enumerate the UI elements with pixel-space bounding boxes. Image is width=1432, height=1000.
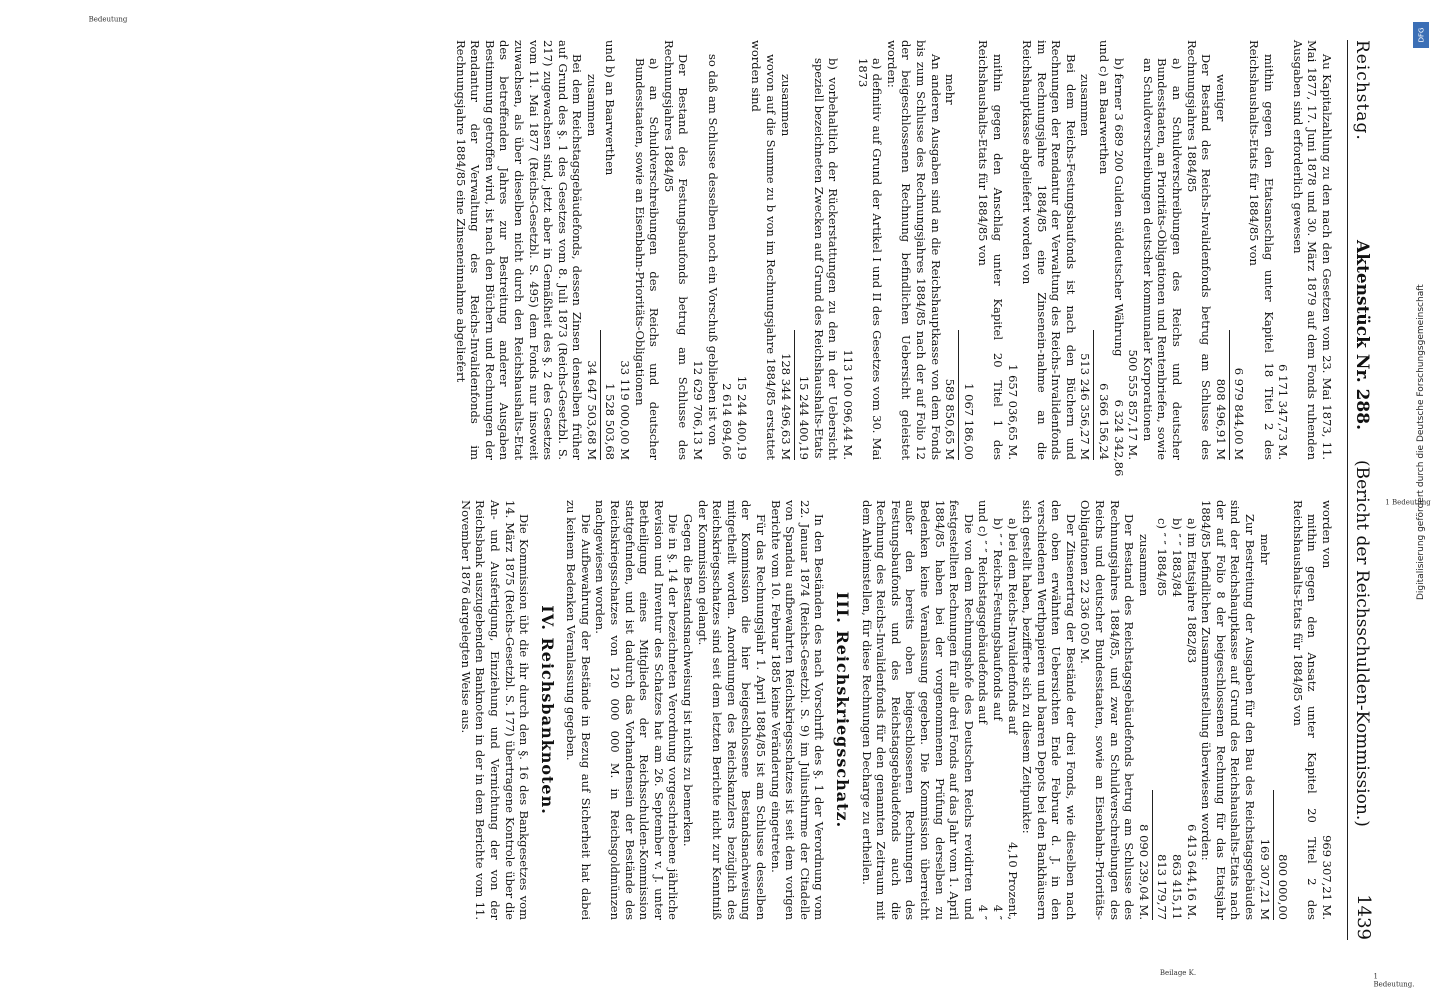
item-label: a) im Etatsjahre 1882/83 — [1184, 518, 1199, 664]
paragraph: Die in §. 14 der bezeichneten Verordnung vorgeschriebene jährliche Revision und Inventur des Schatzes hat am 26. September v. J. unter Betheiligung eines Mitgliedes der Reichsschulden-Kommission stattgefunden, und ist dadurch das Vorhandensein der Bestände des Reichskriegsschatzes von 120 000 000 M. in Reichsgoldmünzen nachgewiesen worden. — [593, 500, 681, 920]
paragraph: mithin gegen den Ansatz unter Kapitel 20 Titel 2 des Reichshaushalts-Etats für 1884/85 von — [1290, 500, 1320, 920]
paragraph: mithin gegen den Etatsanschlag unter Kapitel 18 Titel 2 des Reichshaushalts-Etats für 1884/85 von — [1247, 40, 1276, 460]
sum-rule — [600, 330, 601, 460]
amount: 128 344 496,63 M — [778, 353, 793, 460]
label: mehr — [1257, 534, 1272, 565]
item-label: b) ferner 3 689 200 Gulden süddeutscher Währung — [1111, 58, 1126, 357]
paragraph: Der Bestand des Reichstagsgebäudefonds betrug am Schlusse des Rechnungsjahres 1884/85, und zwar an Schuldverschreibungen des Reichs und deutscher Bundesstaaten, sowie an Eisenbahn-Prioritäts-Obligationen 22 336 050 M. — [1078, 500, 1137, 920]
amount-row — [1184, 500, 1199, 920]
paragraph: Die von dem Rechnungshofe des Deutschen Reichs revidirten und festgestellten Rechnungen für alle drei Fonds auf das Jahr vom 1. April 1884/85 haben bei der vorgenommenen Prüfung derselben zu Bedenken keine Veranlassung gegeben. Die Kommission überreicht außer den bereits oben beigeschlossenen Rechnungen des Festungsbaufonds und des Reichstagsgebäudefonds auch die Rechnung des Reichs-Invalidenfonds für den genannten Zeitraum mit dem Anheimstellen, für diese Rechnungen Decharge zu ertheilen. — [859, 500, 976, 920]
amount: 863 415,11 — [1170, 854, 1185, 920]
amount: 969 307,21 M. — [1320, 835, 1334, 920]
paragraph: so daß am Schlusse desselben noch ein Vorschuß geblieben ist von — [705, 54, 720, 446]
label: worden von — [1320, 500, 1334, 569]
paragraph: mithin gegen den Anschlag unter Kapitel 20 Titel 1 des Reichshaushalts-Etats für 1884/85 von — [976, 40, 1005, 460]
rate: 4 ″ — [976, 904, 991, 920]
paragraph: Gegen die Bestandsnachweisung ist nichts zu bemerken. — [681, 514, 696, 847]
paragraph: Der Zinsenertrag der Bestände der drei Fonds, wie dieselben nach den oben erwähnten Uebersichten Ende Februar d. J. in den verschiedenen Werthpapieren und baaren Depots bei den Bankhäusern sich gestellt haben, bezifferte sich zu diesem Zeitpunkte: — [1020, 500, 1078, 920]
page-number: 1439 — [1353, 894, 1374, 940]
margin-note-4: Bedeutung — [88, 15, 128, 24]
margin-note-1: 1 Bedeutung. — [1373, 972, 1415, 989]
label: zusammen — [1136, 534, 1151, 597]
amount: 33 119 000,00 M — [618, 360, 633, 460]
amount-row — [1111, 40, 1126, 477]
amount: 813 179,77 — [1155, 854, 1170, 920]
rate-row — [990, 500, 1005, 920]
paragraph: Der Bestand des Festungsbaufonds betrug am Schlusse des Rechnungsjahres 1884/85 — [661, 40, 691, 460]
amount-row — [1276, 40, 1291, 460]
item-label: b) ″ ″ 1883/84 — [1170, 518, 1185, 598]
item-label: a) an Schuldverschreibungen des Reichs und deutscher Bundesstaaten, sowie an Eisenbahn-Prioritäts-Obligationen — [632, 58, 662, 460]
item-label: c) ″ ″ 1884/85 — [1155, 518, 1170, 597]
paragraph: In den Beständen des nach Vorschrift des §. 1 der Verordnung vom 22. Januar 1874 (Reichs-Gesetzbl. S. 9) im Juliusthurme der Citadelle von Spandau aufbewahrten Reichskriegsschatzes ist seit dem vorigen Berichte vom 10. Februar 1885 keine Veränderung eingetreten. — [768, 500, 827, 920]
rate-row — [1005, 500, 1020, 920]
sum-rule — [794, 330, 795, 460]
rate: 4,10 Prozent, — [1005, 842, 1020, 920]
header-left: Reichstag. — [1352, 40, 1372, 141]
amount: 6 171 347,73 M. — [1276, 364, 1291, 460]
amount-row — [797, 40, 812, 460]
amount: 589 850,65 M — [943, 378, 958, 460]
amount: 808 496,91 M — [1213, 378, 1228, 460]
amount: 12 629 706,13 M — [691, 360, 706, 460]
sum-rule — [1094, 330, 1095, 460]
amount: 15 244 400,19 — [797, 375, 812, 460]
amount: 6 366 156,24 — [1097, 383, 1112, 460]
amount: 1 528 503,68 — [603, 383, 618, 460]
amount: 6 979 844,00 M — [1232, 367, 1247, 460]
item-label: und b) an Baarwerthen — [603, 40, 618, 176]
column-left — [453, 40, 1334, 477]
sum-rule — [958, 330, 959, 460]
item-label: b) ″ ″ Reichs-Festungsbaufonds auf — [990, 518, 1005, 721]
amount: 6 324 342,86 — [1111, 399, 1126, 477]
paragraph: Der Bestand des Reichs-Invalidenfonds betrug am Schlusse des Rechnungsjahres 1884/85 — [1184, 40, 1214, 460]
paragraph: Bei dem Reichs-Festungsbaufonds ist nach den Büchern und Rechnungen der Rendantur der Verwaltung des Reichs-Invalidenfonds im Rechnungsjahre 1884/85 eine Zinsenein-nahme an die Reichshauptkasse abgeliefert worden von — [1020, 40, 1078, 460]
section-heading: III. Reichskriegsschatz. — [833, 591, 852, 829]
sum-rule — [1273, 790, 1274, 920]
amount-row — [1276, 500, 1291, 920]
amount-row — [584, 40, 599, 460]
amount: 800 000,00 — [1276, 854, 1291, 920]
paragraph: An anderen Ausgaben sind an die Reichshauptkasse von dem Fonds bis zum Schlusse des Rechnungsjahres 1884/85 nach der auf Folio 12 der beigeschlossenen Rechnung befindlichen Uebersicht geleistet worden: — [884, 40, 943, 460]
amount-row — [1005, 40, 1020, 460]
paragraph: Au Kapitalzahlung zu den nach den Gesetzen vom 23. Mai 1873, 11. Mai 1877, 17. Juni 1878 und 30. März 1879 auf dem Fonds ruhenden Ausgaben sind erforderlich gewesen — [1290, 40, 1334, 460]
amount: 2 614 694,06 — [720, 383, 735, 460]
margin-note-2: 1 Bedeutung — [1385, 498, 1431, 507]
section-heading: IV. Reichsbanknoten. — [537, 605, 557, 815]
amount: 1 067 186,00 — [961, 383, 976, 460]
amount: 8 090 239,04 M. — [1136, 824, 1151, 920]
paragraph: Die Aufbewahrung der Bestände in Bezug auf Sicherheit hat dabei zu keinem Bedenken Veranlassung gegeben. — [564, 500, 593, 920]
item-label: und c) an Baarwerthen — [1097, 40, 1112, 175]
label: zusammen — [584, 74, 599, 137]
amount-row — [1257, 500, 1272, 920]
item-label: a) an Schuldverschreibungen des Reichs und deutscher Bundesstaaten, an Prioritäts-Obligationen und Rentenbriefen, sowie an Schuldverschreibungen deutscher kommunaler Korporationen — [1140, 58, 1185, 460]
amount-row — [1319, 500, 1334, 920]
running-header — [1347, 40, 1374, 940]
rate: 4 ″ — [990, 904, 1005, 920]
paragraph: Die Kommission übt die ihr durch den §. 16 des Bankgesetzes vom 14. März 1875 (Reichs-Gesetzbl. S. 177) übertragene Kontrole über die An- und Ausfertigung, Einziehung und Vernichtung der von der Reichsbank auszugebenden Banknoten in der in dem Berichte vom 11. November 1876 dargelegten Weise aus. — [458, 500, 532, 920]
paragraph: wovon auf die Summe zu b von im Rechnungsjahre 1884/85 erstattet worden sind — [749, 40, 779, 460]
paragraph: Für das Rechnungsjahr 1. April 1884/85 ist am Schlusse desselben der Kommission die hier beigeschlossene Bestandsnachweisung mitgetheilt worden. Anordnungen des Reichskanzlers bezüglich des Reichskriegsschatzes sind seit dem letzten Berichte nicht zur Kenntniß der Kommission gelangt. — [695, 500, 769, 920]
amount-row — [961, 40, 976, 460]
amount: 1 657 036,65 M. — [1005, 364, 1020, 460]
label: zusammen — [778, 74, 793, 137]
paragraph: Bei dem Reichstagsgebäudefonds, dessen Zinsen denselben früher auf Grund des §. 1 des Gesetzes vom 8. Juli 1873 (Reichs-Gesetzbl. S. 217) zugewachsen sind, jetzt aber in Gemäßheit des §. 2 des Gesetzes vom 11. Mai 1877 (Reichs-Gesetzbl. S. 495) dem Fonds nur insoweit zuwachsen, als über dieselben nicht durch den Reichshaushalts-Etat des betreffenden Jahres zur Bestreitung anderer Ausgaben Bestimmung getroffen wird, ist nach den Büchern und Rechnungen der Rendantur der Verwaltung des Reichs-Invalidenfonds im Rechnungsjahre 1884/85 eine Zinseneinnahme abgeliefert — [453, 40, 585, 460]
amount-row — [1078, 40, 1093, 460]
amount-row — [618, 40, 633, 460]
amount-row — [1126, 40, 1141, 460]
sum-rule — [1229, 330, 1230, 460]
amount-row — [690, 40, 705, 460]
amount-row — [840, 40, 855, 460]
amount-row — [603, 40, 618, 460]
amount-row — [720, 40, 735, 460]
label: mehr — [943, 74, 958, 105]
amount-row — [1097, 40, 1112, 460]
amount-row — [1232, 40, 1247, 460]
amount-row — [1213, 40, 1228, 460]
amount: 113 100 096,44 M. — [841, 349, 855, 460]
margin-note-3: Beilage K. — [1159, 969, 1197, 978]
item-label: a) bei dem Reichs-Invalidenfonds auf — [1005, 518, 1020, 735]
item-label: und c) ″ ″ Reichstagsgebäudefonds auf — [976, 500, 991, 724]
amount-row — [1136, 500, 1151, 920]
amount: 6 413 644,16 M. — [1184, 824, 1199, 920]
amount: 15 244 400,19 — [734, 375, 749, 460]
header-document-number: Aktenstück Nr. 288. — [1352, 240, 1372, 431]
amount: 513 246 356,27 M — [1078, 353, 1093, 460]
sum-rule — [1152, 790, 1153, 920]
header-title: (Bericht der Reichsschulden-Kommission.) — [1352, 460, 1372, 827]
amount-row — [1155, 500, 1170, 920]
amount-row — [734, 40, 749, 460]
amount-row — [943, 40, 958, 460]
label: weniger — [1213, 74, 1228, 122]
item-label: a) definitiv auf Grund der Artikel I und II des Gesetzes vom 30. Mai 1873 — [855, 58, 885, 460]
amount-row — [778, 40, 793, 460]
dfg-logo: DFG — [1413, 22, 1429, 48]
amount-row — [1169, 500, 1184, 920]
amount: 169 307,21 M — [1257, 838, 1272, 920]
amount: 34 647 503,68 M — [584, 360, 599, 460]
item-label: b) vorbehaltlich der Rückerstattungen zu den in der Uebersicht speziell bezeichneten Zwecken auf Grund des Reichshaushalts-Etats — [811, 58, 841, 460]
rate-row — [976, 500, 991, 920]
amount: 500 555 857,17 M. — [1126, 349, 1141, 460]
label: zusammen — [1078, 74, 1093, 137]
column-right — [458, 500, 1334, 920]
paragraph: Zur Bestreitung der Ausgaben für den Bau des Reichstagsgebäudes sind der Reichshauptkasse auf Grund des Reichshaushalts-Etats nach der auf Folio 8 der beigeschlossenen Rechnung für das Etatsjahr 1884/85 befindlichen Zusammenstellung überwiesen worden: — [1199, 500, 1258, 920]
